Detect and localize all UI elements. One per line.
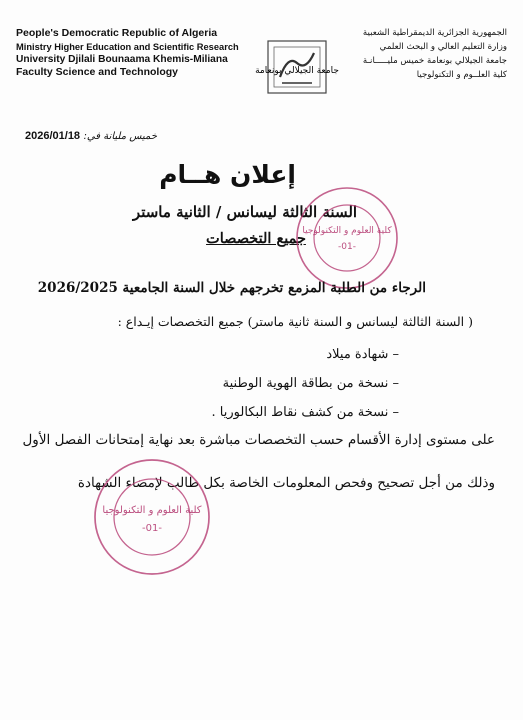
stamp-bottom-number: -01- [142, 523, 162, 534]
official-stamp-bottom [90, 455, 215, 580]
date-value: 2026/01/18 [25, 130, 81, 142]
header-arabic [297, 27, 507, 83]
header-ar-line-4: كلية العلــوم و التكنولوجيا [416, 69, 507, 80]
header-en-line-1: People's Democratic Republic of Algeria [16, 27, 218, 39]
stamp-bottom-faculty: كلية العلوم و التكنولوجيا [102, 505, 202, 516]
header-en-line-2: Ministry Higher Education and Scientific Research [16, 41, 239, 52]
page-title: إعلان هــام [159, 160, 296, 189]
header-ar-line-3: جامعة الجيلالي بونعامة خميس مليـــــانـة [362, 55, 507, 66]
paragraph-request: الرجاء من الطلبة المزمع تخرجهم خلال السنة الجامعية 2026/2025 [37, 280, 426, 296]
list-item-id-card: – نسخة من بطاقة الهوية الوطنية [222, 376, 399, 391]
header-ar-line-1: الجمهورية الجزائرية الديمقراطية الشعبية [362, 28, 507, 38]
official-stamp-top [292, 183, 402, 293]
paragraph-purpose: وذلك من أجل تصحيح وفحص المعلومات الخاصة بكل طالب لإمضاء الشهادة [77, 475, 495, 491]
stamp-top-faculty: كلية العلوم و التكنولوجيا [302, 226, 392, 236]
stamp-top-number: -01- [338, 242, 356, 252]
header-english [16, 27, 266, 80]
list-item-bac-transcript: – نسخة من كشف نقاط البكالوريا . [211, 405, 399, 420]
date-line [25, 129, 157, 142]
header-en-line-3: University Djilali Bounaama Khemis-Miliana [16, 53, 228, 65]
paragraph-location: على مستوى إدارة الأقسام حسب التخصصات مباشرة بعد نهاية إمتحانات الفصل الأول [22, 432, 495, 448]
subtitle-specialties: جميع التخصصات [206, 230, 306, 247]
list-item-birth-certificate: – شهادة ميلاد [326, 347, 399, 362]
logo-text: جامعة الجيلالي بونعامة [255, 66, 339, 76]
header-ar-line-2: وزارة التعليم العالي و البحث العلمي [379, 41, 507, 52]
header-en-line-4: Faculty Science and Technology [16, 65, 179, 78]
date-label: خميس مليانة في: [83, 131, 158, 142]
paragraph-levels: ( السنة الثالثة ليسانس و السنة ثانية ماستر) جميع التخصصات إيـداع : [117, 314, 473, 329]
subtitle-levels: السنة الثالثة ليسانس / الثانية ماستر [132, 203, 358, 221]
